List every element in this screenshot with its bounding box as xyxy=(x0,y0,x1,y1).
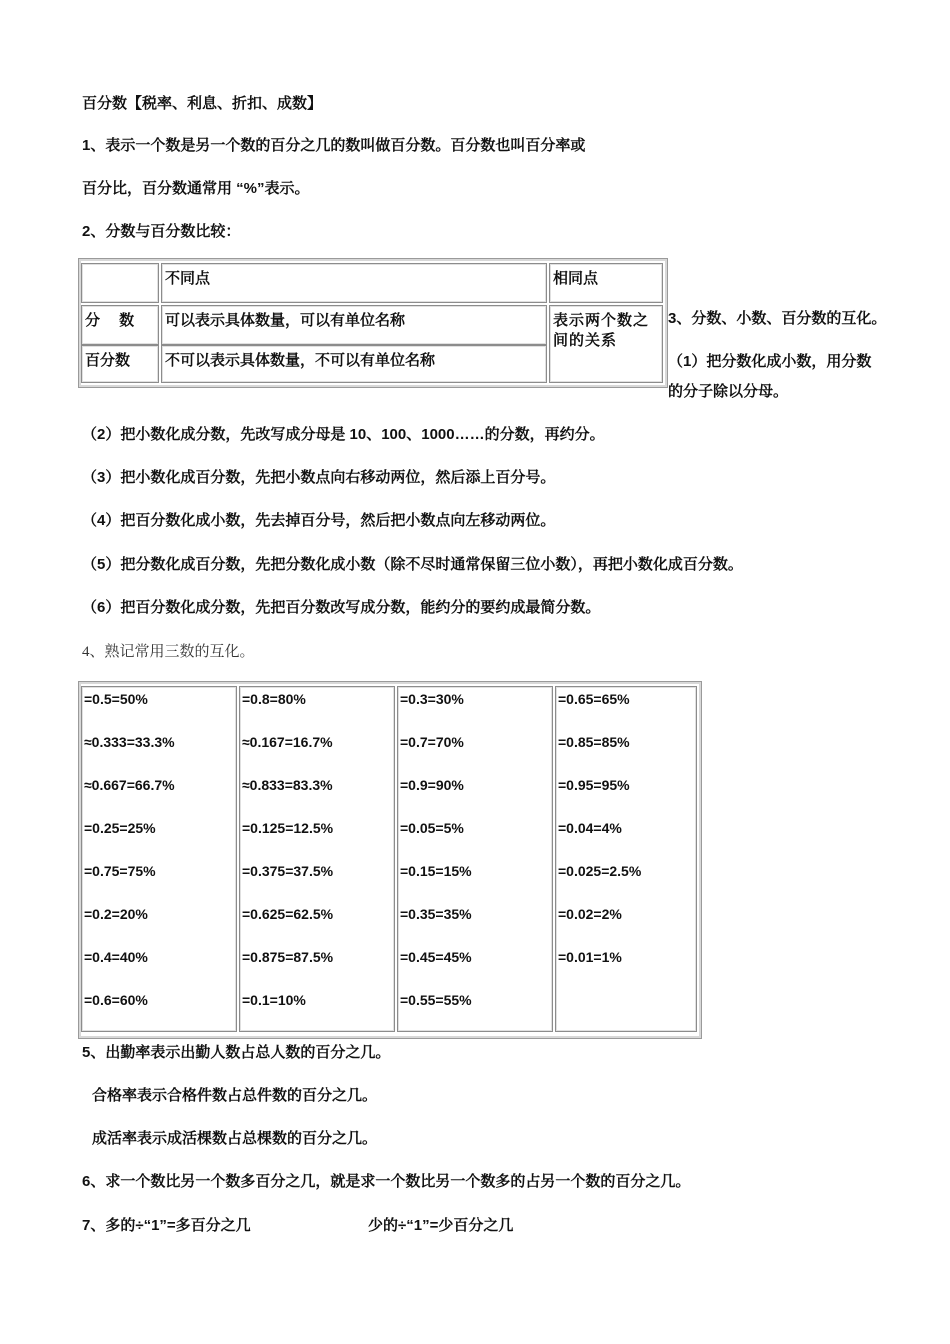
conversion-column-4 xyxy=(555,686,697,1032)
conversion-cell: =0.35=35% xyxy=(400,906,472,922)
conversion-cell: =0.25=25% xyxy=(84,820,156,836)
conversion-cell: ≈0.333=33.3% xyxy=(84,734,175,750)
paragraph-3-3: （3）把小数化成百分数，先把小数点向右移动两位，然后添上百分号。 xyxy=(82,469,556,486)
row-percent-label: 百分数 xyxy=(81,345,159,383)
row-fraction-diff: 可以表示具体数量，可以有单位名称 xyxy=(161,305,547,345)
conversion-cell: =0.55=55% xyxy=(400,992,472,1008)
paragraph-5-line-1: 5、出勤率表示出勤人数占总人数的百分之几。 xyxy=(82,1044,391,1061)
paragraph-3-1-line-1: （1）把分数化成小数，用分数 xyxy=(668,353,872,370)
conversion-cell: ≈0.167=16.7% xyxy=(242,734,333,750)
header-empty-cell xyxy=(81,263,159,303)
row-percent-diff: 不可以表示具体数量，不可以有单位名称 xyxy=(161,345,547,383)
conversion-cell: =0.1=10% xyxy=(242,992,306,1008)
conversion-cell: =0.85=85% xyxy=(558,734,630,750)
conversion-cell: =0.375=37.5% xyxy=(242,863,334,879)
conversion-cell: =0.5=50% xyxy=(84,691,148,707)
paragraph-7-right: 少的÷“1”=少百分之几 xyxy=(368,1217,514,1234)
paragraph-2: 2、分数与百分数比较： xyxy=(82,223,241,240)
conversion-cell: ≈0.833=83.3% xyxy=(242,777,333,793)
conversion-cell: =0.01=1% xyxy=(558,949,622,965)
conversion-cell: =0.04=4% xyxy=(558,820,622,836)
paragraph-4: 4、熟记常用三数的互化。 xyxy=(82,644,255,660)
conversion-cell: =0.8=80% xyxy=(242,691,306,707)
conversion-cell: =0.125=12.5% xyxy=(242,820,334,836)
conversion-column-3 xyxy=(397,686,553,1032)
conversion-cell: =0.4=40% xyxy=(84,949,148,965)
paragraph-3-6: （6）把百分数化成分数，先把百分数改写成分数，能约分的要约成最简分数。 xyxy=(82,599,601,616)
conversion-cell: =0.6=60% xyxy=(84,992,148,1008)
paragraph-1-line-1: 1、表示一个数是另一个数的百分之几的数叫做百分数。百分数也叫百分率或 xyxy=(82,137,586,154)
conversion-cell: =0.875=87.5% xyxy=(242,949,334,965)
conversion-table xyxy=(78,681,702,1039)
header-diff-cell: 不同点 xyxy=(161,263,547,303)
conversion-column-1 xyxy=(81,686,237,1032)
conversion-cell: =0.15=15% xyxy=(400,863,472,879)
paragraph-3-5: （5）把分数化成百分数，先把分数化成小数（除不尽时通常保留三位小数），再把小数化成百分数。 xyxy=(82,556,743,573)
conversion-cell: =0.95=95% xyxy=(558,777,630,793)
paragraph-5-line-3: 成活率表示成活棵数占总棵数的百分之几。 xyxy=(92,1130,378,1147)
conversion-cell: =0.45=45% xyxy=(400,949,472,965)
conversion-cell: =0.65=65% xyxy=(558,691,630,707)
conversion-cell: =0.7=70% xyxy=(400,734,464,750)
paragraph-3-4: （4）把百分数化成小数，先去掉百分号，然后把小数点向左移动两位。 xyxy=(82,512,556,529)
paragraph-3-1-line-2: 的分子除以分母。 xyxy=(668,383,789,400)
conversion-cell: =0.3=30% xyxy=(400,691,464,707)
conversion-cell: =0.9=90% xyxy=(400,777,464,793)
conversion-column-2 xyxy=(239,686,395,1032)
conversion-cell: =0.02=2% xyxy=(558,906,622,922)
conversion-cell: =0.2=20% xyxy=(84,906,148,922)
row-fraction-label: 分 数 xyxy=(81,305,159,345)
same-cell: 表示两个数之间的关系 xyxy=(549,305,663,383)
paragraph-1-line-2: 百分比，百分数通常用 “%”表示。 xyxy=(82,180,310,197)
paragraph-3: 3、分数、小数、百分数的互化。 xyxy=(668,310,887,327)
page-title: 百分数【税率、利息、折扣、成数】 xyxy=(82,95,323,112)
paragraph-6: 6、求一个数比另一个数多百分之几，就是求一个数比另一个数多的占另一个数的百分之几。 xyxy=(82,1173,691,1190)
conversion-cell: =0.625=62.5% xyxy=(242,906,334,922)
paragraph-7-left: 7、多的÷“1”=多百分之几 xyxy=(82,1217,251,1234)
conversion-cell: =0.75=75% xyxy=(84,863,156,879)
conversion-cell: =0.05=5% xyxy=(400,820,464,836)
paragraph-5-line-2: 合格率表示合格件数占总件数的百分之几。 xyxy=(92,1087,378,1104)
conversion-cell: ≈0.667=66.7% xyxy=(84,777,175,793)
comparison-table xyxy=(78,258,668,388)
paragraph-3-2: （2）把小数化成分数，先改写成分母是 10、100、1000……的分数，再约分。 xyxy=(82,426,605,443)
conversion-cell: =0.025=2.5% xyxy=(558,863,642,879)
header-same-cell: 相同点 xyxy=(549,263,663,303)
